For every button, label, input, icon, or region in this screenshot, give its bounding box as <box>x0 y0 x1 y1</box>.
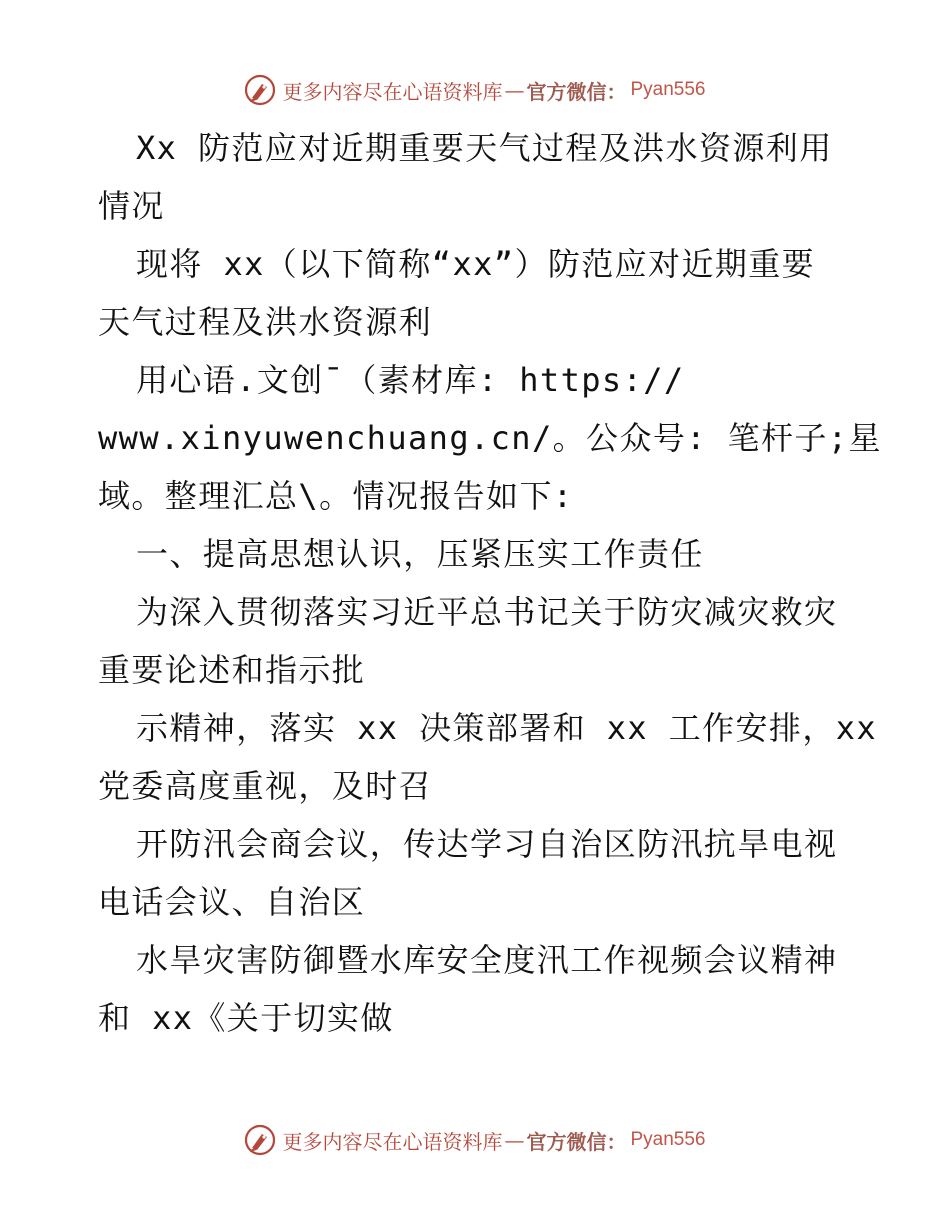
body-line: Xx 防范应对近期重要天气过程及洪水资源利用 <box>136 129 833 167</box>
pen-nib-icon <box>244 1124 276 1156</box>
body-line: 开防汛会商会议，传达学习自治区防汛抗旱电视 <box>136 825 838 863</box>
watermark-separator: — <box>504 1128 525 1152</box>
body-line: 现将 xx（以下简称“xx”）防范应对近期重要 <box>136 245 816 283</box>
body-line: 为深入贯彻落实习近平总书记关于防灾减灾救灾 <box>136 593 838 631</box>
watermark-wechat-id: Pyan556 <box>630 79 706 100</box>
body-line: 情况 <box>98 187 165 225</box>
body-line: 重要论述和指示批 <box>98 651 366 689</box>
body-line: 域。整理汇总\。情况报告如下: <box>98 477 574 515</box>
section-heading: 一、提高思想认识，压紧压实工作责任 <box>136 535 704 573</box>
watermark-site-text: 更多内容尽在心语资料库 <box>282 79 503 104</box>
body-line: 电话会议、自治区 <box>98 883 366 921</box>
watermark-label: 官方微信： <box>526 79 627 104</box>
watermark-wechat-id: Pyan556 <box>630 1129 706 1150</box>
body-line: 水旱灾害防御暨水库安全度汛工作视频会议精神 <box>136 941 838 979</box>
footer-watermark <box>0 1120 950 1160</box>
body-line: 示精神，落实 xx 决策部署和 xx 工作安排，xx <box>136 709 878 747</box>
body-line: 用心语.文创¯（素材库: https:// <box>136 361 685 399</box>
body-line: 和 xx《关于切实做 <box>98 999 394 1037</box>
body-line: www.xinyuwenchuang.cn/。公众号: 笔杆子;星 <box>98 419 882 457</box>
body-line: 天气过程及洪水资源利 <box>98 303 433 341</box>
watermark-separator: — <box>504 78 525 102</box>
body-line: 党委高度重视，及时召 <box>98 767 433 805</box>
watermark-label: 官方微信： <box>526 1129 627 1154</box>
watermark-site-text: 更多内容尽在心语资料库 <box>282 1129 503 1154</box>
